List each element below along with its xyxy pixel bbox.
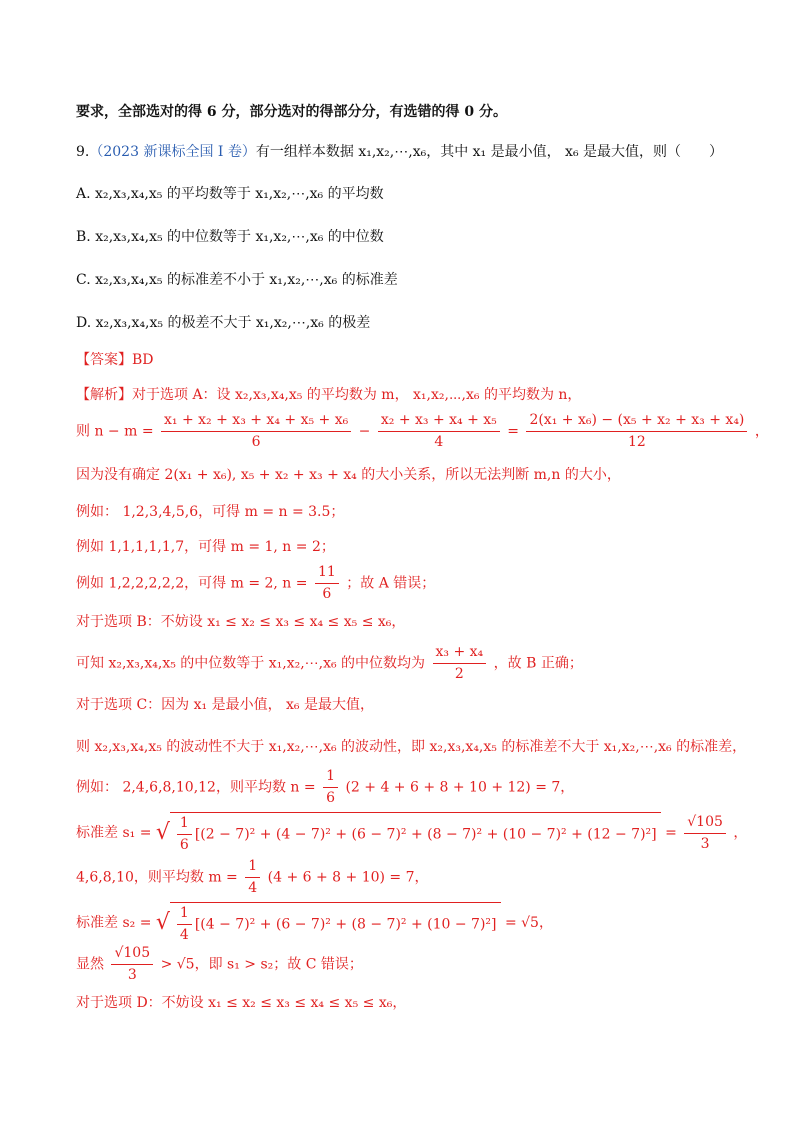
solution-c-s1 bbox=[76, 812, 760, 854]
question-source: （2023 新课标全国 I 卷） bbox=[89, 144, 256, 160]
fraction-one-sixth bbox=[177, 815, 192, 854]
question-stem-line bbox=[76, 142, 760, 162]
fraction-mean-four bbox=[378, 412, 500, 451]
frac-num: √105 bbox=[684, 814, 726, 834]
solution-c-example-2 bbox=[76, 858, 760, 897]
radical-icon: √ bbox=[155, 820, 170, 845]
minus-sign: − bbox=[358, 423, 371, 440]
fraction-one-fourth bbox=[177, 905, 192, 944]
frac-den: 12 bbox=[628, 434, 646, 450]
frac-num: 1 bbox=[177, 815, 192, 835]
c-ex2-suffix: (4 + 6 + 8 + 10) = 7， bbox=[267, 869, 429, 886]
frac-num: 1 bbox=[323, 768, 338, 788]
frac-den: 6 bbox=[322, 586, 332, 602]
eq-suffix: ， bbox=[754, 423, 769, 440]
solution-d-intro: 对于选项 D：不妨设 x₁ ≤ x₂ ≤ x₃ ≤ x₄ ≤ x₅ ≤ x₆， bbox=[76, 995, 407, 1011]
frac-num: 11 bbox=[315, 564, 339, 584]
fraction-mean-six bbox=[161, 412, 351, 451]
frac-den: 4 bbox=[434, 434, 444, 450]
answer-value: BD bbox=[132, 352, 154, 368]
frac-den: 4 bbox=[179, 927, 189, 943]
question-stem: 有一组样本数据 x₁,x₂,⋯,x₆，其中 x₁ 是最小值， x₆ 是最大值，则（ ） bbox=[255, 144, 724, 160]
frac-den: 6 bbox=[179, 837, 189, 853]
fraction-one-sixth bbox=[323, 768, 338, 807]
solution-c-example bbox=[76, 768, 760, 807]
s2-prefix: 标准差 s₂ = bbox=[76, 915, 152, 931]
s2-sqrt bbox=[156, 902, 501, 944]
fraction-difference bbox=[526, 412, 747, 451]
solution-c-intro: 对于选项 C：因为 x₁ 是最小值， x₆ 是最大值， bbox=[76, 697, 374, 713]
solution-a-equation bbox=[76, 412, 769, 451]
b-suffix: ，故 B 正确； bbox=[493, 655, 583, 672]
fraction-median bbox=[433, 644, 487, 683]
solution-a-example-2: 例如 1,1,1,1,1,7，可得 m = 1, n = 2； bbox=[76, 539, 335, 555]
solution-a-reason: 因为没有确定 2(x₁ + x₆), x₅ + x₂ + x₃ + x₄ 的大小关系，所以无法判断 m,n 的大小， bbox=[76, 467, 621, 483]
s1-radicand bbox=[170, 812, 661, 854]
option-c: C. x₂,x₃,x₄,x₅ 的标准差不小于 x₁,x₂,⋯,x₆ 的标准差 bbox=[76, 272, 398, 288]
solution-a-example-3 bbox=[76, 564, 760, 603]
solution-c-compare bbox=[76, 945, 760, 984]
frac-num: x₃ + x₄ bbox=[433, 644, 487, 664]
frac-den: 3 bbox=[127, 967, 137, 983]
eq-prefix: 则 n − m = bbox=[76, 423, 154, 440]
fraction-sqrt105-thirds bbox=[684, 814, 726, 853]
s1-sqrt bbox=[156, 812, 661, 854]
b-prefix: 可知 x₂,x₃,x₄,x₅ 的中位数等于 x₁,x₂,⋯,x₆ 的中位数均为 bbox=[76, 655, 426, 672]
s2-suffix: = √5， bbox=[504, 915, 553, 931]
ex3-prefix: 例如 1,2,2,2,2,2，可得 m = 2, n = bbox=[76, 575, 308, 592]
ex3-suffix: ；故 A 错误； bbox=[346, 575, 436, 592]
solution-a-intro bbox=[76, 385, 760, 405]
frac-den: 6 bbox=[251, 434, 261, 450]
s1-body: [(2 − 7)² + (4 − 7)² + (6 − 7)² + (8 − 7)² + (10 − 7)² + (12 − 7)²] bbox=[194, 826, 657, 843]
frac-den: 6 bbox=[326, 790, 335, 806]
c-ex-suffix: (2 + 4 + 6 + 8 + 10 + 12) = 7， bbox=[345, 779, 575, 796]
cmp-suffix: > √5，即 s₁ > s₂；故 C 错误； bbox=[160, 956, 363, 973]
fraction-eleven-sixths bbox=[315, 564, 339, 603]
equals-sign: = bbox=[665, 825, 677, 841]
solution-b-intro: 对于选项 B：不妨设 x₁ ≤ x₂ ≤ x₃ ≤ x₄ ≤ x₅ ≤ x₆， bbox=[76, 614, 406, 630]
solution-b-text bbox=[76, 644, 760, 683]
frac-num: √105 bbox=[111, 945, 153, 965]
solution-a-example-1: 例如： 1,2,3,4,5,6，可得 m = n = 3.5； bbox=[76, 504, 345, 520]
frac-den: 3 bbox=[700, 835, 710, 852]
frac-num: 1 bbox=[245, 858, 260, 878]
frac-num: x₁ + x₂ + x₃ + x₄ + x₅ + x₆ bbox=[161, 412, 351, 432]
solution-a-intro-text: 对于选项 A：设 x₂,x₃,x₄,x₅ 的平均数为 m， x₁,x₂,⋯,x₆ 的平均数为 n， bbox=[132, 387, 582, 403]
option-b: B. x₂,x₃,x₄,x₅ 的中位数等于 x₁,x₂,⋯,x₆ 的中位数 bbox=[76, 229, 384, 245]
answer-label: 【答案】 bbox=[76, 352, 132, 368]
frac-num: 2(x₁ + x₆) − (x₅ + x₂ + x₃ + x₄) bbox=[526, 412, 747, 432]
frac-den: 2 bbox=[454, 666, 464, 682]
solution-c-s2 bbox=[76, 902, 760, 944]
header-requirement: 要求，全部选对的得 6 分，部分选对的得部分分，有选错的得 0 分。 bbox=[76, 104, 507, 120]
question-number: 9. bbox=[76, 144, 90, 160]
frac-num: x₂ + x₃ + x₄ + x₅ bbox=[378, 412, 500, 432]
solution-c-text: 则 x₂,x₃,x₄,x₅ 的波动性不大于 x₁,x₂,⋯,x₆ 的波动性，即 x₂,x₃,x₄,x₅ 的标准差不大于 x₁,x₂,⋯,x₆ 的标准差， bbox=[76, 739, 747, 755]
answer-line bbox=[76, 350, 760, 370]
frac-den: 4 bbox=[248, 880, 258, 896]
radical-icon: √ bbox=[155, 910, 170, 935]
c-ex-prefix: 例如： 2,4,6,8,10,12，则平均数 n = bbox=[76, 779, 316, 796]
cmp-prefix: 显然 bbox=[76, 956, 104, 973]
analysis-label: 【解析】 bbox=[76, 387, 132, 403]
s2-radicand bbox=[170, 902, 501, 944]
option-d: D. x₂,x₃,x₄,x₅ 的极差不大于 x₁,x₂,⋯,x₆ 的极差 bbox=[76, 315, 371, 331]
c-ex2-prefix: 4,6,8,10，则平均数 m = bbox=[76, 869, 238, 886]
s1-suffix: ， bbox=[733, 825, 748, 841]
option-a: A. x₂,x₃,x₄,x₅ 的平均数等于 x₁,x₂,⋯,x₆ 的平均数 bbox=[76, 186, 384, 202]
fraction-sqrt105-thirds bbox=[111, 945, 153, 984]
s1-prefix: 标准差 s₁ = bbox=[76, 825, 152, 841]
frac-num: 1 bbox=[177, 905, 192, 925]
equals-sign: = bbox=[507, 423, 519, 440]
s2-body: [(4 − 7)² + (6 − 7)² + (8 − 7)² + (10 − 7)²] bbox=[194, 916, 497, 933]
fraction-one-fourth bbox=[245, 858, 260, 897]
